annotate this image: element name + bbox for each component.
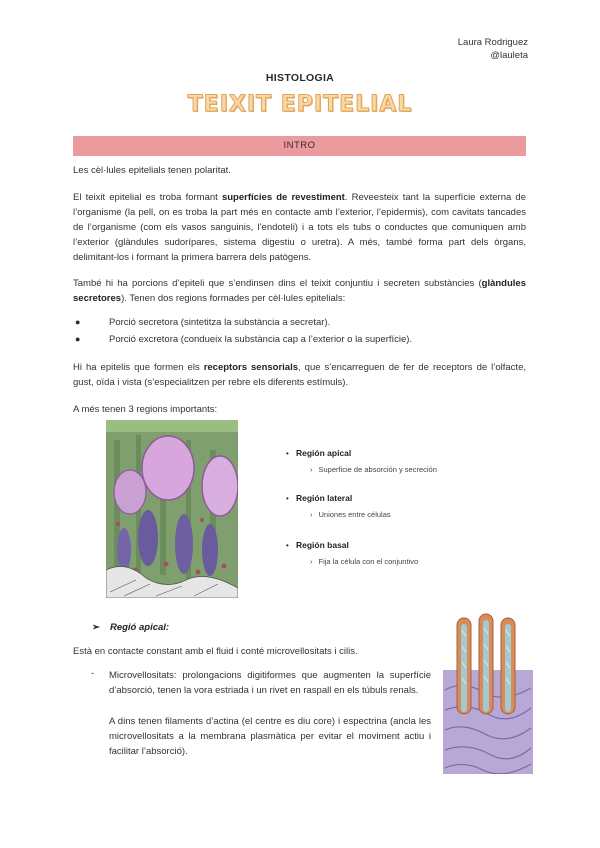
bold-term: superfícies de revestiment xyxy=(221,192,345,203)
arrow-bullet-icon: ➢ xyxy=(92,622,100,633)
legend-detail-text: Uniones entre células xyxy=(318,510,391,519)
legend-heading-apical: Región apical xyxy=(296,448,352,458)
author-handle: @lauleta xyxy=(490,50,528,61)
chevron-right-icon: › xyxy=(310,557,313,566)
legend-heading-lateral: Región lateral xyxy=(296,493,353,503)
paragraph-microvilli-core: A dins tenen filaments d’actina (el centre es diu core) i espectrina (ancla les microvellositats a la membrana plasmàtica per evitar el moviment actiu i facilitar l’absorció). xyxy=(109,716,431,757)
epithelium-illustration xyxy=(106,420,238,598)
text-run: Hi ha epitelis que formen els xyxy=(73,362,204,373)
paragraph-receptors xyxy=(73,360,526,390)
legend-detail-basal xyxy=(310,557,418,566)
text-run: ). Tenen dos regions formades per cèl·lules epitelials: xyxy=(121,293,346,304)
subject-heading: HISTOLOGIA xyxy=(265,72,335,84)
legend-dot: • xyxy=(286,541,289,550)
dash-marker: - xyxy=(91,668,95,679)
legend-heading-basal: Región basal xyxy=(296,540,349,550)
bullet-item: Porció excretora (condueix la substància cap a l’exterior o la superfície). xyxy=(109,334,413,345)
text-run: El teixit epitelial es troba formant xyxy=(73,192,222,203)
bullet-item: Porció secretora (sintetitza la substància a secretar). xyxy=(109,317,331,328)
paragraph-regions: A més tenen 3 regions importants: xyxy=(73,404,218,415)
author-name: Laura Rodriguez xyxy=(457,37,528,48)
apical-heading-text: Regió apical: xyxy=(109,622,170,633)
chevron-right-icon: › xyxy=(310,465,313,474)
legend-detail-text: Superficie de absorción y secreción xyxy=(318,465,437,474)
apical-heading xyxy=(92,622,169,633)
paragraph-microvilli: Microvellositats: prolongacions digitiformes que augmenten la superfície d’absorció, tenen la vora estriada i un rivet en raspall en els túbuls renals. xyxy=(109,670,431,696)
paragraph-apical-intro: Està en contacte constant amb el fluid i conté microvellositats i cilis. xyxy=(73,646,358,657)
paragraph-polarity: Les cèl·lules epitelials tenen polaritat. xyxy=(73,165,231,176)
text-run: També hi ha porcions d’epiteli que s’endinsen dins el teixit conjuntiu i secreten substàncies ( xyxy=(73,278,482,289)
text-run: . Reveesteix tant la superfície externa de l’organisme (la pell, on es troba la part més en contacte amb l’exterior, l’epidermis), com cavitats tancades de l’organisme (com els vasos sanguinis, l’endoteli) i a tots els tubs o conductes que comuniquen amb l’exterior (glàndules sudorípares, sistema digestiu o uretra). A més, també forma part dels òrgans, delimitant-los i formant la primera barrera dels patògens. xyxy=(73,192,526,263)
bullet-marker: ● xyxy=(75,317,81,327)
paragraph-glandules xyxy=(73,276,526,306)
paragraph-revestiment xyxy=(73,190,526,265)
author-block xyxy=(458,36,528,62)
bullet-marker: ● xyxy=(75,334,81,344)
legend-detail-lateral xyxy=(310,510,391,519)
microvilli-illustration xyxy=(443,610,533,774)
chevron-right-icon: › xyxy=(310,510,313,519)
page-title: TEIXIT EPITELIAL xyxy=(187,92,413,117)
legend-dot: • xyxy=(286,449,289,458)
legend-dot: • xyxy=(286,494,289,503)
bold-term: receptors sensorials xyxy=(203,362,299,373)
text-run: , que s’encarreguen de fer de receptors de l’olfacte, gust, oïda i vista (s’especialitzen per rebre els diferents estímuls). xyxy=(73,362,526,388)
legend-detail-text: Fija la célula con el conjuntivo xyxy=(318,557,419,566)
legend-detail-apical xyxy=(310,465,437,474)
bold-term: glàndules secretores xyxy=(73,278,526,304)
section-bar-intro: INTRO xyxy=(73,136,526,156)
